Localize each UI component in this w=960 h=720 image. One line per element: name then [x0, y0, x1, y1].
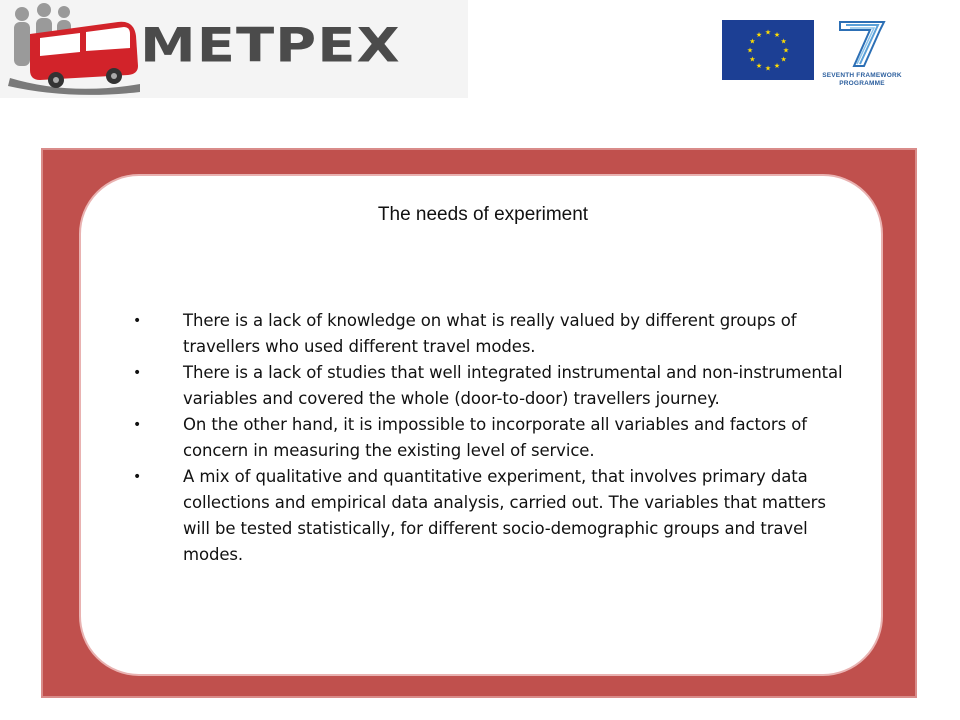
bullet-text: There is a lack of knowledge on what is really valued by different groups of travellers who used different travel modes.: [183, 311, 797, 356]
list-item: [133, 308, 853, 360]
content-card: [79, 174, 883, 676]
bullet-text: There is a lack of studies that well integrated instrumental and non-instrumental variables and covered the whole (door-to-door) travellers journey.: [183, 363, 843, 408]
bullet-icon: •: [133, 417, 142, 433]
eu-star-icon: ★: [755, 63, 763, 71]
eu-star-icon: ★: [780, 56, 787, 64]
eu-flag-icon: [722, 20, 814, 80]
eu-star-icon: ★: [773, 31, 781, 39]
bullet-text: A mix of qualitative and quantitative experiment, that involves primary data collections and empirical data analysis, carried out. The variables that matters will be tested statistically, for different socio-demographic groups and travel modes.: [183, 467, 826, 564]
eu-star-icon: ★: [746, 47, 754, 55]
bullet-icon: •: [133, 365, 142, 381]
eu-star-icon: ★: [782, 47, 790, 55]
eu-star-icon: ★: [773, 63, 781, 71]
slide-title: The needs of experiment: [377, 204, 589, 225]
logo-text: METPEX: [140, 18, 401, 74]
eu-star-icon: ★: [764, 65, 772, 73]
bullet-icon: •: [133, 313, 142, 329]
list-item: [133, 464, 853, 568]
eu-star-icon: ★: [749, 38, 756, 46]
bullet-list: [133, 308, 853, 568]
fp7-line-2: PROGRAMME: [839, 80, 885, 87]
fp7-line-1: SEVENTH FRAMEWORK: [822, 72, 902, 79]
fp7-seven-icon: [820, 18, 904, 70]
list-item: [133, 412, 853, 464]
eu-star-icon: ★: [780, 38, 787, 46]
list-item: [133, 360, 853, 412]
eu-star-icon: ★: [755, 31, 763, 39]
bullet-text: On the other hand, it is impossible to incorporate all variables and factors of concern in measuring the existing level of service.: [183, 415, 807, 460]
metpex-logo: [0, 0, 468, 98]
eu-star-icon: ★: [749, 56, 756, 64]
bullet-icon: •: [133, 469, 142, 485]
fp7-logo: [820, 18, 904, 90]
eu-star-icon: ★: [764, 29, 772, 37]
